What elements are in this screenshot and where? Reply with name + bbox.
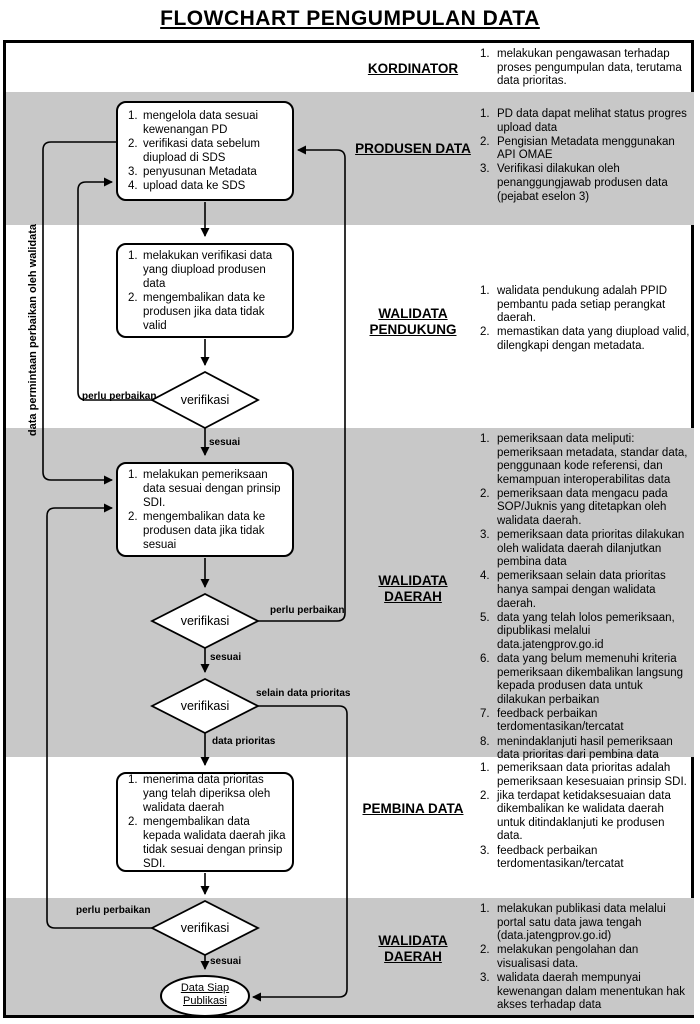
list-item: jika terdapat ketidaksesuaian data dikembalikan ke walidata daerah untuk ditindaklanjuti ke produsen data. [497,789,671,843]
list-item: melakukan publikasi data melalui portal satu data jawa tengah (data.jatengprov.go.id) [497,903,666,943]
list-item: melakukan pemeriksaan data sesuai dengan prinsip SDI. [143,468,281,509]
edge-label-selain-data-prioritas: selain data prioritas [256,688,351,699]
pendukung-box-list [118,249,292,333]
notes-walidata-pendukung [480,285,692,354]
list-item: pemeriksaan selain data prioritas hanya sampai dengan walidata daerah. [497,570,666,610]
list-item: Pengisian Metadata menggunakan API OMAE [497,135,675,162]
notes-pendukung-list [480,285,692,353]
page-title: FLOWCHART PENGUMPULAN DATA [160,7,540,30]
notes-kordinator-list [480,48,692,89]
list-item: penyusunan Metadata [143,166,257,178]
list-item: menerima data prioritas yang telah diperiksa oleh walidata daerah [143,774,271,814]
process-box-walidata-daerah [116,462,294,557]
list-item: pemeriksaan data prioritas adalah pemeriksaan kesesuaian prinsip SDI. [497,762,687,788]
edge-label-perlu-perbaikan-3: perlu perbaikan [76,905,151,916]
list-item: mengembalikan data ke produsen data jika tidak sesuai [143,510,266,551]
list-item: Verifikasi dilakukan oleh penanggungjawab produsen data (pejabat eselon 3) [497,163,668,203]
terminator-label: Data Siap Publikasi [180,982,230,1007]
role-label-produsen-data: PRODUSEN DATA [355,141,471,156]
decision4-label: verifikasi [180,921,230,935]
edge-label-data-prioritas: data prioritas [212,736,276,747]
notes-walidata-daerah [480,433,692,763]
edge-label-sesuai-2: sesuai [210,652,242,663]
notes-kordinator [480,48,692,89]
list-item: melakukan verifikasi data yang diupload produsen data [143,249,273,290]
edge-label-sesuai-3: sesuai [210,956,242,967]
list-item: pemeriksaan data prioritas dilakukan oleh walidata daerah dilanjutkan pembina data [497,529,685,569]
process-box-produsen [116,101,294,201]
decision3-label: verifikasi [180,699,230,713]
notes-daerah2-list [480,903,692,1013]
notes-daerah-list [480,433,692,763]
list-item: pemeriksaan data mengacu pada SOP/Juknis yang ditetapkan oleh walidata daerah. [497,487,668,528]
list-item: upload data ke SDS [143,180,246,192]
process-box-walidata-pendukung [116,243,294,338]
role-label-kordinator: KORDINATOR [367,61,459,76]
list-item: memastikan data yang diupload valid, dilengkapi dengan metadata. [497,326,690,352]
list-item: feedback perbaikan terdomentasikan/tercatat [497,844,624,871]
list-item: data yang telah lolos pemeriksaan, dipublikasi melalui data.jatengprov.go.id [497,611,675,651]
list-item: mengembalikan data ke produsen jika data tidak valid [143,291,266,332]
decision2-label: verifikasi [180,614,230,628]
list-item: data yang belum memenuhi kriteria pemeriksaan dikembalikan langsung kepada produsen data untuk dilakukan perbaikan [497,653,684,706]
edge-label-sesuai-1: sesuai [209,437,241,448]
list-item: melakukan pengawasan terhadap proses pengumpulan data, terutama data prioritas. [497,48,682,88]
notes-produsen-data [480,108,692,205]
list-item: menindaklanjuti hasil pemeriksaan data prioritas dari pembina data [497,735,673,762]
pembina-box-list [118,773,292,871]
edge-produsen-left-to-daerah [43,142,116,480]
role-label-walidata-daerah: WALIDATA DAERAH [378,573,448,604]
list-item: verifikasi data sebelum diupload di SDS [143,138,260,164]
list-item: walidata pendukung adalah PPID pembantu pada setiap perangkat daerah. [497,285,668,325]
role-label-walidata-daerah-2: WALIDATA DAERAH [378,933,448,964]
produsen-box-list [118,109,292,193]
edge-label-perlu-perbaikan-1: perlu perbaikan [82,391,157,402]
process-box-pembina [116,772,294,872]
list-item: mengelola data sesuai kewenangan PD [143,110,259,136]
list-item: mengembalikan data kepada walidata daerah jika tidak sesuai dengan prinsip SDI. [143,816,286,870]
list-item: pemeriksaan data meliputi: pemeriksaan metadata, standar data, penggunaan kode referensi, dan kemampuan interoperabilitas data [497,433,688,486]
daerah-box-list [118,468,292,552]
notes-pembina-data [480,762,692,872]
list-item: PD data dapat melihat status progres upload data [497,108,687,134]
notes-produsen-list [480,108,692,204]
role-label-walidata-pendukung: WALIDATA PENDUKUNG [369,306,457,337]
notes-walidata-daerah-2 [480,903,692,1013]
edge-label-perlu-perbaikan-2: perlu perbaikan [270,605,345,616]
list-item: melakukan pengolahan dan visualisasi data. [497,944,639,970]
list-item: walidata daerah mempunyai kewenangan dalam menentukan hak akses terhadap data [497,971,685,1012]
decision1-label: verifikasi [180,393,230,407]
list-item: feedback perbaikan terdomentasikan/tercatat [497,707,624,734]
role-label-pembina-data: PEMBINA DATA [362,801,464,816]
notes-pembina-list [480,762,692,872]
side-rotated-label: data permintaan perbaikan oleh walidata [27,223,39,437]
